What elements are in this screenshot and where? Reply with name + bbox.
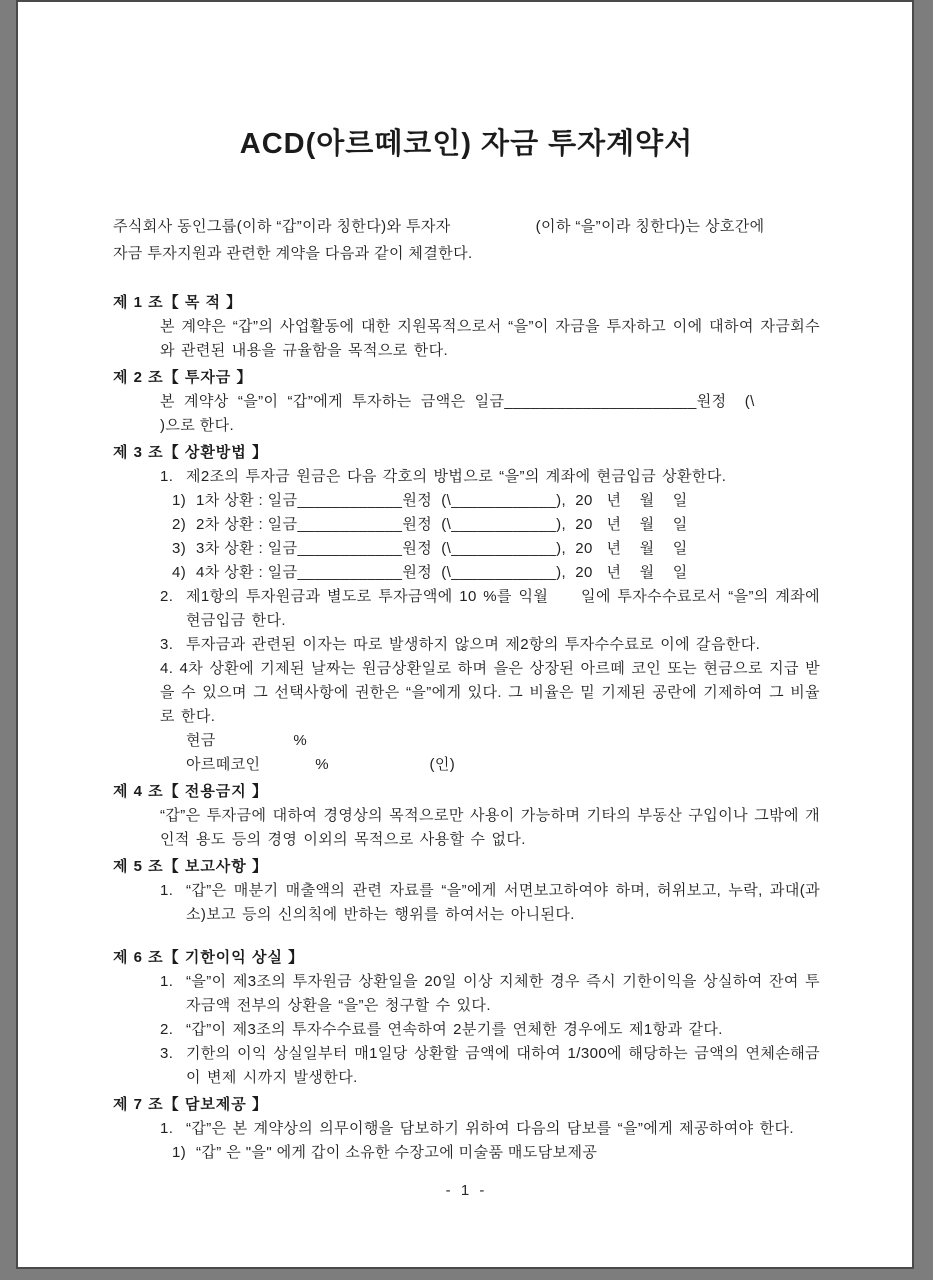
section-7-collateral-1: [172, 1141, 820, 1165]
sub-item-text: “갑” 은 "을" 에게 갑이 소유한 수장고에 미술품 매도담보제공: [196, 1144, 598, 1161]
item-number: 1.: [160, 468, 174, 485]
section-7-item-1: [160, 1117, 820, 1141]
sub-item-text: 1차 상환 : 일금____________원정 (\____________), 20 년 월 일: [196, 492, 688, 509]
intro-line-1: [113, 213, 820, 240]
sub-item-number: 3): [172, 540, 187, 557]
sub-item-text: 4차 상환 : 일금____________원정 (\____________), 20 년 월 일: [196, 564, 688, 581]
section-3-item-4: 4. 4차 상환에 기제된 날짜는 원금상환일로 하며 을은 상장된 아르떼 코인 또는 현금으로 지급 받을 수 있으며 그 선택사항에 권한은 “을”에게 있다. 그 비율은 밑 기제된 공란에 기제하여 그 비율로 한다.: [160, 660, 820, 725]
sub-item-text: 2차 상환 : 일금____________원정 (\____________), 20 년 월 일: [196, 516, 688, 533]
section-3-repayment-1: [172, 489, 820, 513]
sub-item-number: 2): [172, 516, 187, 533]
intro-line-2: 자금 투자지원과 관련한 계약을 다음과 같이 체결한다.: [113, 245, 473, 262]
item-text: “갑”은 매분기 매출액의 관련 자료를 “을”에게 서면보고하여야 하며, 허위보고, 누락, 과대(과소)보고 등의 신의칙에 반하는 행위를 하여서는 아니된다.: [186, 882, 820, 923]
section-3-item-2: [160, 585, 820, 633]
item-number: 3.: [160, 1045, 174, 1062]
section-4-heading: 제 4 조【 전용금지 】: [113, 783, 268, 800]
item-text: “갑”은 본 계약상의 의무이행을 담보하기 위하여 다음의 담보를 “을”에게 제공하여야 한다.: [186, 1120, 794, 1137]
section-5-heading: 제 5 조【 보고사항 】: [113, 858, 268, 875]
section-3-repayment-4: [172, 561, 820, 585]
item-text: 제2조의 투자금 원금은 다음 각호의 방법으로 “을”의 계좌에 현금입금 상환한다.: [186, 468, 727, 485]
section-3-item-1: [160, 465, 820, 489]
section-3-coin-ratio-line: 아르떼코인 % (인): [186, 756, 456, 773]
contract-page: [16, 0, 914, 1269]
section-1-body: 본 계약은 “갑”의 사업활동에 대한 지원목적으로서 “을”이 자금을 투자하고 이에 대하여 자금회수와 관련된 내용을 규율함을 목적으로 한다.: [160, 318, 820, 359]
section-2-amount-line: 본 계약상 “을”이 “갑”에게 투자하는 금액은 일금______________________원정 (\: [160, 393, 755, 410]
item-number: 1.: [160, 882, 174, 899]
intro-party-b-text: (이하 “을”이라 칭한다)는 상호간에: [535, 218, 765, 235]
item-text: 기한의 이익 상실일부터 매1일당 상환할 금액에 대하여 1/300에 해당하는 금액의 연체손해금이 변제 시까지 발생한다.: [186, 1045, 820, 1086]
section-3-heading: 제 3 조【 상환방법 】: [113, 444, 268, 461]
section-2-amount-line-2: )으로 한다.: [160, 417, 235, 434]
section-6-item-2: [160, 1018, 820, 1042]
section-2-heading: 제 2 조【 투자금 】: [113, 369, 253, 386]
item-number: 2.: [160, 1021, 174, 1038]
section-3-repayment-3: [172, 537, 820, 561]
intro-paragraph: [113, 213, 820, 267]
page-number: - 1 -: [445, 1182, 488, 1199]
section-4-body: “갑”은 투자금에 대하여 경영상의 목적으로만 사용이 가능하며 기타의 부동산 구입이나 그밖에 개인적 용도 등의 경영 이외의 목적으로 사용할 수 없다.: [160, 807, 820, 848]
item-text: 투자금과 관련된 이자는 따로 발생하지 않으며 제2항의 투자수수료로 이에 갈음한다.: [186, 636, 761, 653]
intro-party-a-text: 주식회사 동인그룹(이하 “갑”이라 칭한다)와 투자자: [113, 218, 451, 235]
sub-item-number: 1): [172, 492, 187, 509]
section-6-item-1: [160, 970, 820, 1018]
item-number: 1.: [160, 973, 174, 990]
sub-item-text: 3차 상환 : 일금____________원정 (\____________), 20 년 월 일: [196, 540, 688, 557]
section-5-item-1: [160, 879, 820, 927]
section-1-heading: 제 1 조【 목 적 】: [113, 294, 243, 311]
item-text: “갑”이 제3조의 투자수수료를 연속하여 2분기를 연체한 경우에도 제1항과 같다.: [186, 1021, 723, 1038]
section-7-heading: 제 7 조【 담보제공 】: [113, 1096, 268, 1113]
section-6-item-3: [160, 1042, 820, 1090]
section-3-item-3: [160, 633, 820, 657]
item-number: 2.: [160, 588, 174, 605]
sub-item-number: 1): [172, 1144, 187, 1161]
item-text: 제1항의 투자원금과 별도로 투자금액에 10 %를 익월 일에 투자수수료로서 “을”의 계좌에 현금입금 한다.: [186, 588, 820, 629]
section-6-heading: 제 6 조【 기한이익 상실 】: [113, 949, 305, 966]
item-text: “을”이 제3조의 투자원금 상환일을 20일 이상 지체한 경우 즉시 기한이익을 상실하여 잔여 투자금액 전부의 상환을 “을”은 청구할 수 있다.: [186, 973, 820, 1014]
section-3-cash-ratio-line: 현금 %: [186, 732, 308, 749]
section-3-repayment-2: [172, 513, 820, 537]
item-number: 1.: [160, 1120, 174, 1137]
item-number: 3.: [160, 636, 174, 653]
sub-item-number: 4): [172, 564, 187, 581]
contract-title: ACD(아르떼코인) 자금 투자계약서: [239, 128, 694, 160]
